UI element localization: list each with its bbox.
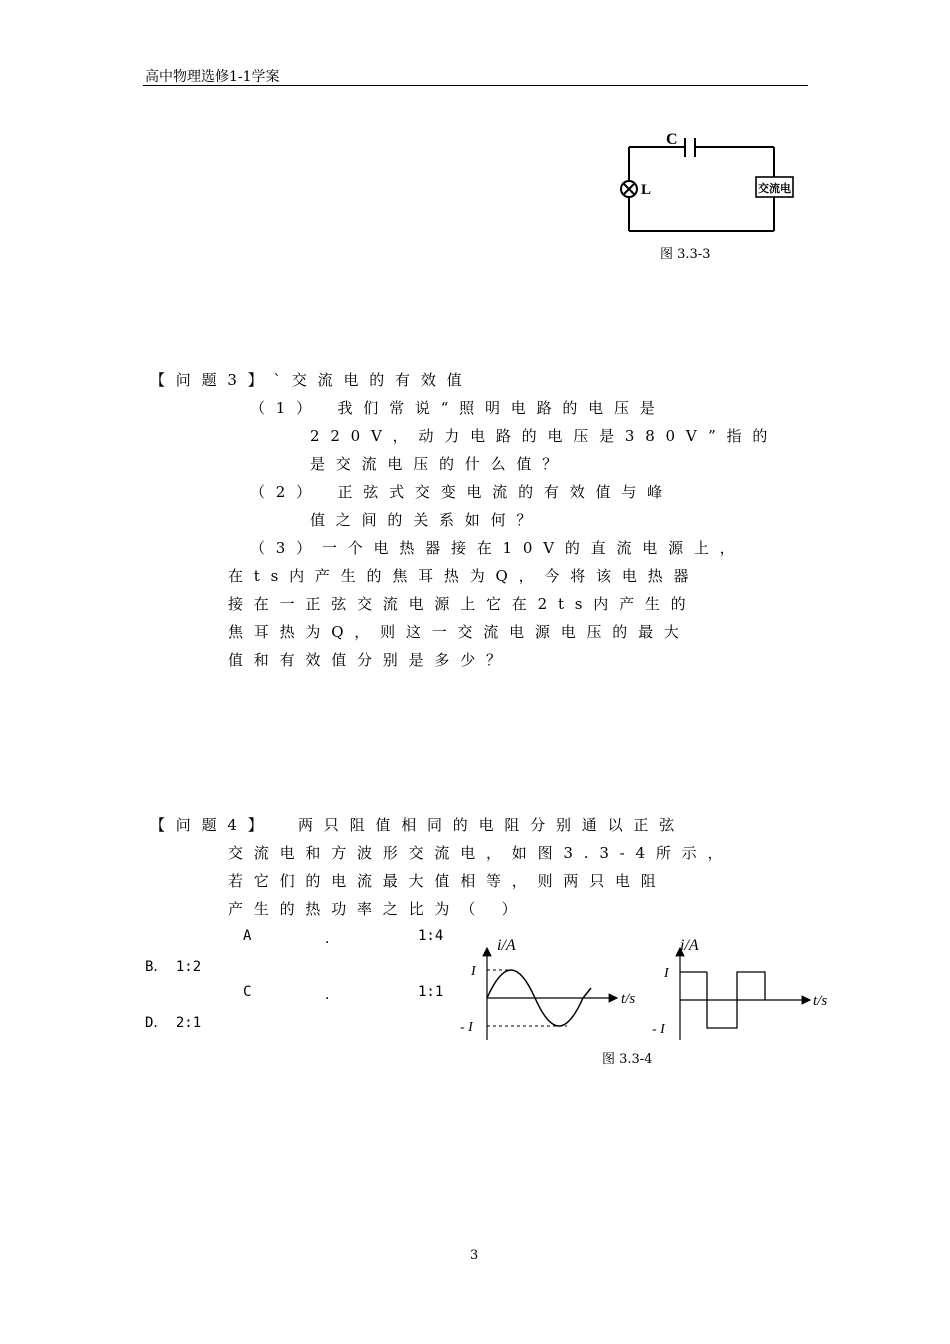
sine-current-graph <box>455 930 645 1045</box>
q3-p1-line1: （1） 我们常说“照明电路的电压是 <box>250 399 666 417</box>
q3-p1-line3: 是交流电压的什么值？ <box>310 455 569 473</box>
y-axis-label: i/A <box>680 937 699 954</box>
neg-peak-label: - I <box>460 1020 473 1035</box>
q4-line2: 交流电和方波形交流电，如图3.3-4所示， <box>228 844 734 862</box>
option-a-dot: ． <box>325 931 339 947</box>
peak-label: I <box>471 964 476 979</box>
option-a-letter: A <box>243 928 252 944</box>
q3-p2-line2: 值之间的关系如何？ <box>310 511 543 529</box>
capacitor-label: C <box>666 131 678 148</box>
figure-caption-3-3-4: 图 3.3-4 <box>602 1052 653 1067</box>
q3-p3-line3: 接在一正弦交流电源上它在2ts内产生的 <box>228 595 697 613</box>
q3-p1-line2: 220V，动力电路的电压是380V”指的 <box>310 427 779 445</box>
question-4 <box>0 813 950 943</box>
option-d: D． 2:1 <box>145 1015 202 1031</box>
figure-caption-3-3-3: 图 3.3-3 <box>660 247 711 262</box>
square-current-graph <box>645 930 835 1045</box>
option-c-letter: C <box>243 984 252 1000</box>
header-title: 高中物理选修1-1学案 <box>145 69 280 85</box>
q3-p3-line2: 在ts内产生的焦耳热为Q，今将该电热器 <box>228 567 700 585</box>
q3-p2-line1: （2） 正弦式交变电流的有效值与峰 <box>250 483 673 501</box>
header-rule <box>143 85 808 86</box>
question-3-heading: 【问题3】`交流电的有效值 <box>150 371 473 389</box>
q4-line1: 两只阻值相同的电阻分别通以正弦 <box>298 816 686 834</box>
peak-label: I <box>664 966 669 981</box>
ac-source-label: 交流电 <box>758 182 791 195</box>
option-a-value: 1:4 <box>418 928 444 944</box>
q4-line3: 若它们的电流最大值相等，则两只电阻 <box>228 872 667 890</box>
page-number: 3 <box>470 1248 479 1263</box>
option-b: B． 1:2 <box>145 959 202 975</box>
x-axis-label: t/s <box>813 993 828 1009</box>
x-axis-label: t/s <box>621 991 636 1007</box>
q4-line4: 产生的热功率之比为（ ） <box>228 900 528 918</box>
neg-peak-label: - I <box>652 1022 665 1037</box>
question-3 <box>0 368 950 668</box>
circuit-diagram <box>600 120 820 240</box>
option-c-value: 1:1 <box>418 984 444 1000</box>
q3-p3-line5: 值和有效值分别是多少？ <box>228 651 512 669</box>
lamp-label: L <box>641 182 652 198</box>
question-4-heading: 【问题4】 <box>150 816 274 834</box>
y-axis-label: i/A <box>497 937 516 954</box>
option-c-dot: ． <box>325 987 339 1003</box>
q3-p3-line1: （3）一个电热器接在10V的直流电源上， <box>250 539 746 557</box>
q3-p3-line4: 焦耳热为Q，则这一交流电源电压的最大 <box>228 623 690 641</box>
